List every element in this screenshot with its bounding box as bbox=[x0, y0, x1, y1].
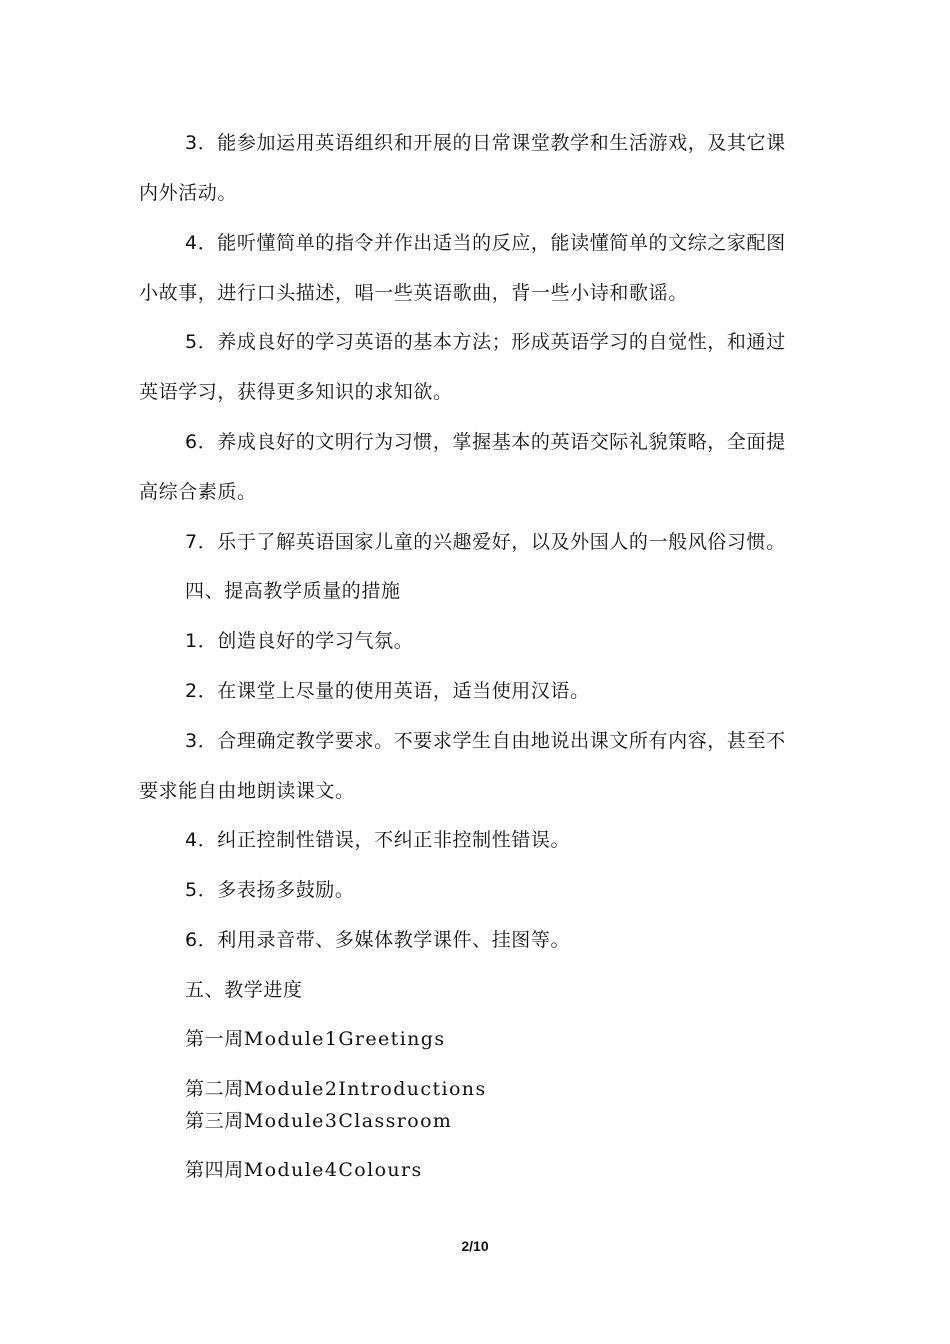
schedule-week: 第三周 bbox=[185, 1110, 244, 1132]
schedule-module: Module4Colours bbox=[243, 1159, 423, 1181]
schedule-module: Module2Introductions bbox=[243, 1078, 487, 1100]
measure-item-2: 2．在课堂上尽量的使用英语，适当使用汉语。 bbox=[185, 680, 590, 702]
schedule-module: Module3Classroom bbox=[243, 1110, 453, 1132]
goal-item-6-continued: 高综合素质。 bbox=[139, 481, 257, 503]
schedule-row bbox=[185, 1157, 423, 1183]
schedule-week: 第二周 bbox=[185, 1078, 244, 1100]
section-heading-schedule: 五、教学进度 bbox=[185, 979, 303, 1001]
goal-item-7: 7．乐于了解英语国家儿童的兴趣爱好，以及外国人的一般风俗习惯。 bbox=[185, 531, 786, 553]
measure-item-6: 6．利用录音带、多媒体教学课件、挂图等。 bbox=[185, 929, 571, 951]
schedule-week: 第一周 bbox=[185, 1028, 244, 1050]
measure-item-3-continued: 要求能自由地朗读课文。 bbox=[139, 780, 355, 802]
schedule-week: 第四周 bbox=[185, 1159, 244, 1181]
goal-item-4-continued: 小故事，进行口头描述，唱一些英语歌曲，背一些小诗和歌谣。 bbox=[139, 282, 688, 304]
schedule-row bbox=[185, 1076, 487, 1102]
section-heading-measures: 四、提高教学质量的措施 bbox=[185, 580, 401, 602]
goal-item-6: 6．养成良好的文明行为习惯，掌握基本的英语交际礼貌策略，全面提 bbox=[185, 431, 786, 453]
schedule-row bbox=[185, 1108, 452, 1134]
goal-item-5: 5．养成良好的学习英语的基本方法；形成英语学习的自觉性，和通过 bbox=[185, 331, 786, 353]
page-number: 2/10 bbox=[461, 1238, 489, 1254]
goal-item-3: 3．能参加运用英语组织和开展的日常课堂教学和生活游戏，及其它课 bbox=[185, 132, 786, 154]
measure-item-4: 4．纠正控制性错误，不纠正非控制性错误。 bbox=[185, 829, 571, 851]
goal-item-3-continued: 内外活动。 bbox=[139, 182, 238, 204]
measure-item-3: 3．合理确定教学要求。不要求学生自由地说出课文所有内容，甚至不 bbox=[185, 730, 786, 752]
measure-item-5: 5．多表扬多鼓励。 bbox=[185, 879, 355, 901]
goal-item-5-continued: 英语学习，获得更多知识的求知欲。 bbox=[139, 381, 453, 403]
measure-item-1: 1．创造良好的学习气氛。 bbox=[185, 630, 414, 652]
schedule-module: Module1Greetings bbox=[243, 1028, 446, 1050]
schedule-row bbox=[185, 1026, 446, 1052]
goal-item-4: 4．能听懂简单的指令并作出适当的反应，能读懂简单的文综之家配图 bbox=[185, 232, 786, 254]
